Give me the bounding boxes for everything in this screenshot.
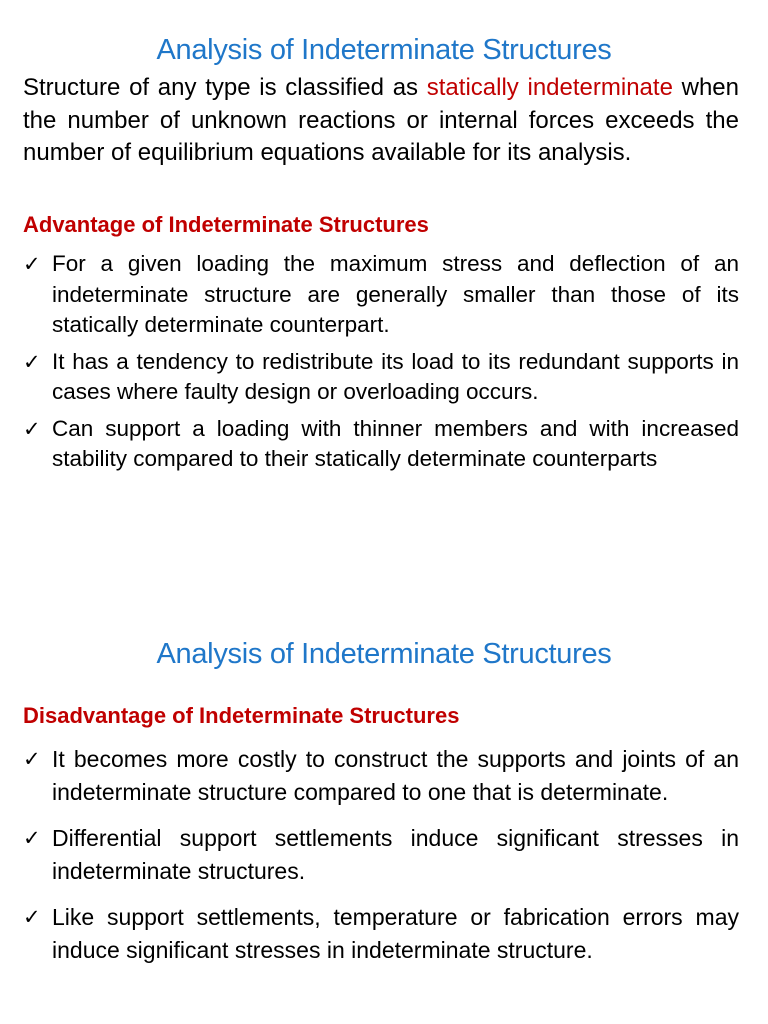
checkmark-icon: ✓ [23,826,41,850]
checkmark-icon: ✓ [23,349,41,374]
checkmark-icon: ✓ [23,416,41,441]
list-item [23,347,739,408]
intro-highlight: statically indeterminate [426,74,673,101]
slide-title: Analysis of Indeterminate Structures [156,638,612,670]
disadvantages-list [23,743,739,980]
list-item-text: It has a tendency to redistribute its load to its redundant supports in cases where faulty design or overloading occurs. [52,348,739,404]
slide-disadvantages [0,620,768,1024]
checkmark-icon: ✓ [23,252,41,276]
list-item-text: Can support a loading with thinner members and with increased stability compared to their statically determinate counterparts [52,415,739,471]
list-item [23,414,739,475]
intro-text-start: Structure of any type is classified as [23,74,427,101]
list-item-text: Differential support settlements induce significant stresses in indeterminate structures. [52,825,739,884]
list-item-text: For a given loading the maximum stress and deflection of an indeterminate structure are generally smaller than those of its statically determinate counterpart. [52,251,739,337]
advantages-list [23,249,739,481]
list-item [23,743,739,808]
intro-paragraph [23,72,739,170]
checkmark-icon: ✓ [23,747,41,771]
list-item [23,249,739,341]
list-item [23,822,739,887]
list-item-text: It becomes more costly to construct the supports and joints of an indeterminate structure compared to one that is determinate. [52,746,739,805]
disadvantages-heading: Disadvantage of Indeterminate Structures [23,703,460,728]
advantages-heading: Advantage of Indeterminate Structures [23,212,429,237]
list-item [23,901,739,966]
slide-title: Analysis of Indeterminate Structures [156,34,612,66]
list-item-text: Like support settlements, temperature or fabrication errors may induce significant stresses in indeterminate structure. [52,904,739,963]
intro-text-end: when the number of unknown reactions or internal forces exceeds the number of equilibrium equations available for its analysis. [23,74,739,166]
checkmark-icon: ✓ [23,905,41,929]
